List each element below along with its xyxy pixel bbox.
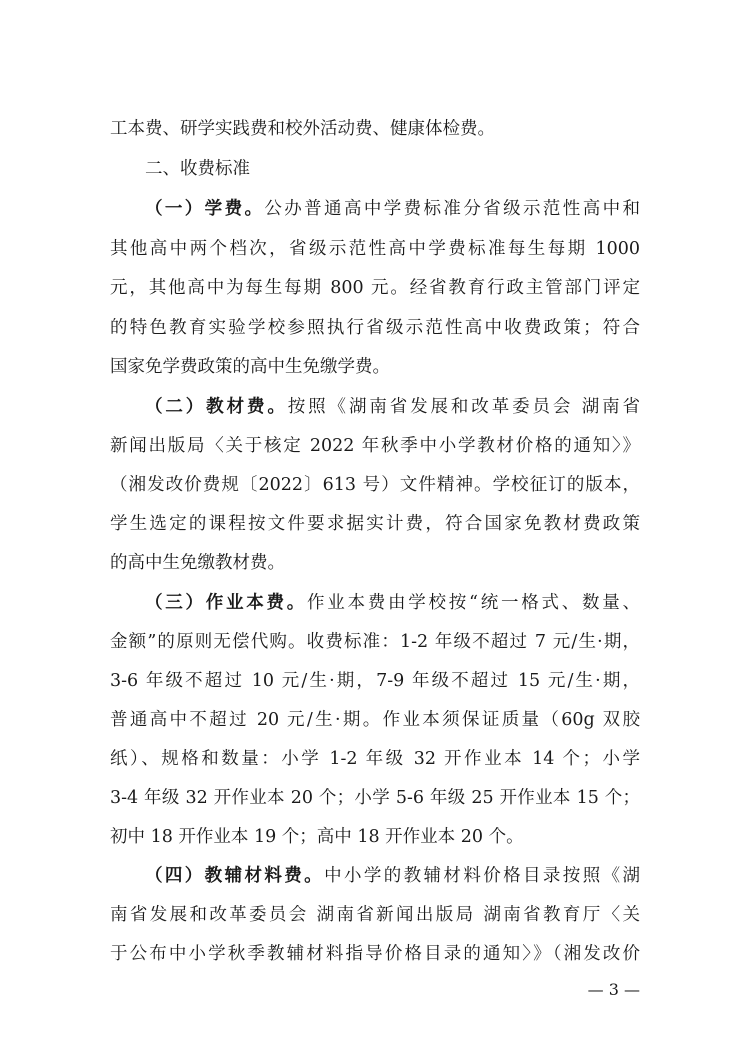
body-line: 3-4 年级 32 开作业本 20 个；小学 5-6 年级 25 开作业本 15 个； xyxy=(110,788,640,808)
body-line: 新闻出版局〈关于核定 2022 年秋季中小学教材价格的通知〉》 xyxy=(110,436,640,456)
body-line: 普通高中不超过 20 元/生·期。作业本须保证质量（60g 双胶 xyxy=(110,710,640,730)
body-line: （四）教辅材料费。中小学的教辅材料价格目录按照《湖 xyxy=(145,866,640,886)
subsection-title: （二）教材费。 xyxy=(145,397,288,417)
subsection-title: （三）作业本费。 xyxy=(145,593,308,613)
body-line: 纸）、规格和数量：小学 1-2 年级 32 开作业本 14 个；小学 xyxy=(110,749,640,769)
subsection-title: （一）学费。 xyxy=(145,199,265,219)
body-line: （三）作业本费。作业本费由学校按“统一格式、数量、 xyxy=(145,593,640,613)
section-heading: 二、收费标准 xyxy=(145,159,250,179)
body-line: 南省发展和改革委员会 湖南省新闻出版局 湖南省教育厅〈关 xyxy=(110,905,640,925)
body-line: （湘发改价费规〔2022〕613 号）文件精神。学校征订的版本， xyxy=(110,475,640,495)
body-line: 元，其他高中为每生每期 800 元。经省教育行政主管部门评定 xyxy=(110,278,640,298)
body-line: 的特色教育实验学校参照执行省级示范性高中收费政策；符合 xyxy=(110,318,640,338)
body-line: 的高中生免缴教材费。 xyxy=(110,553,285,573)
body-line: 于公布中小学秋季教辅材料指导价格目录的通知〉》（湘发改价 xyxy=(110,944,640,964)
body-line: 工本费、研学实践费和校外活动费、健康体检费。 xyxy=(110,119,495,139)
body-line: 国家免学费政策的高中生免缴学费。 xyxy=(110,357,390,377)
body-line: 3-6 年级不超过 10 元/生·期，7-9 年级不超过 15 元/生·期， xyxy=(110,671,640,691)
subsection-title: （四）教辅材料费。 xyxy=(145,866,325,886)
body-line: 其他高中两个档次，省级示范性高中学费标准每生每期 1000 xyxy=(110,239,640,259)
page-number: — 3 — xyxy=(587,980,640,999)
body-line: 初中 18 开作业本 19 个；高中 18 开作业本 20 个。 xyxy=(110,827,524,847)
body-line: 金额”的原则无偿代购。收费标准：1-2 年级不超过 7 元/生·期， xyxy=(110,632,640,652)
body-line: （一）学费。公办普通高中学费标准分省级示范性高中和 xyxy=(145,199,640,219)
body-line: 学生选定的课程按文件要求据实计费，符合国家免教材费政策 xyxy=(110,514,640,534)
body-line: （二）教材费。按照《湖南省发展和改革委员会 湖南省 xyxy=(145,397,640,417)
